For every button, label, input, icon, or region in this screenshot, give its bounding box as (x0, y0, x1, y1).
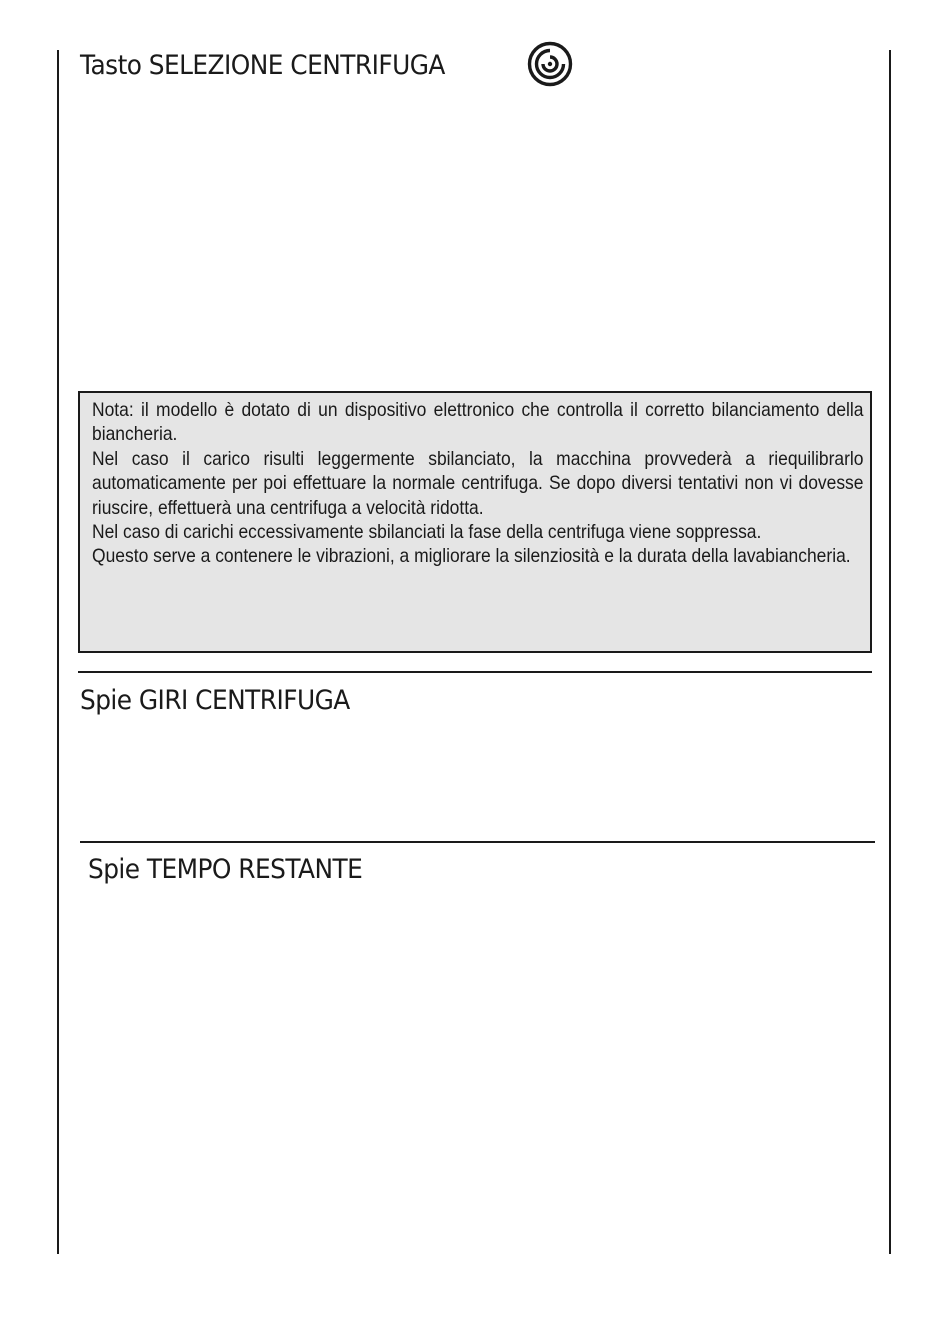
note-paragraph: Nel caso il carico risulti leggermente sbilanciato, la macchina provvederà a riequilibrarlo automaticamente per poi effettuare la normale centrifuga. Se dopo diversi tentativi non vi dovesse riuscire, effettuerà una centrifuga a velocità ridotta. (92, 447, 864, 519)
section-title-tempo-restante: Spie TEMPO RESTANTE (88, 854, 363, 885)
note-paragraph: Nel caso di carichi eccessivamente sbilanciati la fase della centrifuga viene soppressa. (92, 521, 762, 544)
left-margin-rule (57, 50, 59, 1254)
section-title-selezione-centrifuga: Tasto SELEZIONE CENTRIFUGA (80, 50, 445, 81)
note-paragraph: Nota: il modello è dotato di un dispositivo elettronico che controlla il corretto bilanciamento della biancheria. (92, 399, 864, 446)
balance-note-box (78, 391, 872, 653)
right-margin-rule (889, 50, 891, 1254)
spiral-spin-icon (526, 40, 574, 88)
section-divider (78, 671, 872, 673)
section-divider (80, 841, 875, 843)
note-paragraph: Questo serve a contenere le vibrazioni, a migliorare la silenziosità e la durata della lavabiancheria. (92, 545, 851, 568)
section-title-giri-centrifuga: Spie GIRI CENTRIFUGA (80, 685, 350, 716)
